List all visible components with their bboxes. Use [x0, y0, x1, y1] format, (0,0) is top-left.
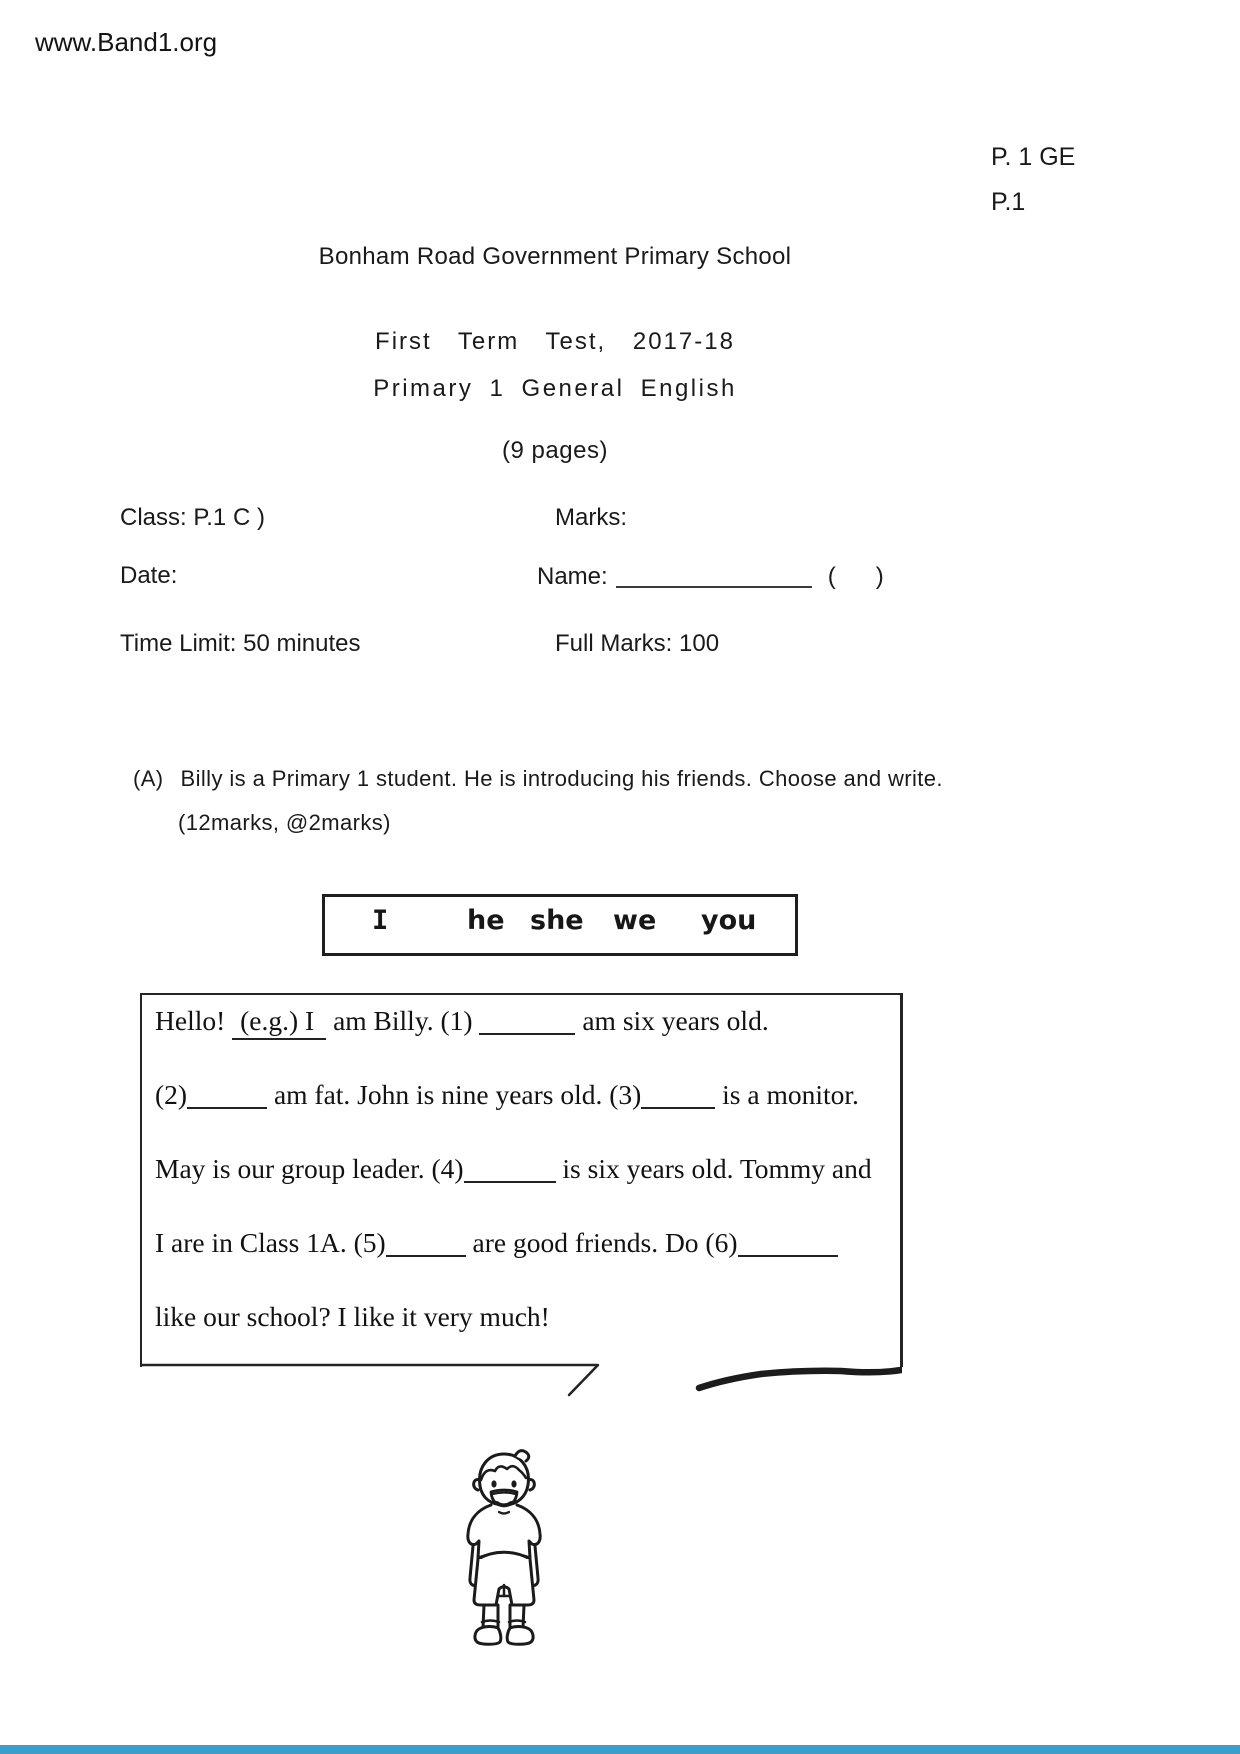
passage-text: am fat. John is nine years old. (3) — [267, 1079, 642, 1110]
passage-line-3 — [155, 1153, 895, 1185]
passage-text: is six years old. Tommy and — [555, 1153, 872, 1184]
answer-blank-1 — [479, 1013, 575, 1035]
answer-blank-4 — [464, 1161, 556, 1183]
section-a-marks-note: (12marks, @2marks) — [178, 810, 391, 835]
answer-blank-5 — [386, 1235, 466, 1257]
answer-blank-3 — [641, 1087, 715, 1109]
passage-box-bottom-edge — [140, 1362, 902, 1400]
name-label: Name: — [537, 563, 608, 590]
passage-line-5: like our school? I like it very much! — [155, 1301, 550, 1332]
class-field: Class: P.1 C ) — [120, 504, 265, 531]
section-a-instruction: Billy is a Primary 1 student. He is introducing his friends. Choose and write. — [180, 766, 943, 791]
section-a-heading — [133, 766, 1193, 792]
word-bank-item: you — [701, 905, 757, 936]
pages-note: (9 pages) — [502, 437, 608, 464]
time-limit-field: Time Limit: 50 minutes — [120, 630, 361, 657]
page-code-number: P.1 — [991, 188, 1026, 216]
passage-line-1 — [155, 1005, 895, 1040]
passage-text: is a monitor. — [715, 1079, 859, 1110]
date-field: Date: — [120, 562, 178, 589]
word-bank-item: I — [372, 905, 389, 936]
passage-text: Hello! — [155, 1005, 226, 1036]
subject-title: Primary 1 General English — [373, 375, 737, 402]
word-bank-box — [322, 894, 798, 956]
name-field — [537, 562, 884, 591]
site-url: www.Band1.org — [35, 27, 218, 57]
passage-line-2 — [155, 1079, 895, 1111]
school-name: Bonham Road Government Primary School — [318, 243, 792, 270]
billy-cartoon-illustration — [449, 1442, 559, 1649]
passage-text: am six years old. — [575, 1005, 769, 1036]
passage-text: I are in Class 1A. (5) — [155, 1227, 386, 1258]
word-bank-item: she — [530, 905, 584, 936]
name-blank-line — [616, 562, 812, 588]
word-bank-item: we — [613, 905, 657, 936]
section-a-number: (A) — [133, 766, 164, 791]
passage-text: am Billy. (1) — [326, 1005, 480, 1036]
passage-line-4 — [155, 1227, 895, 1259]
answer-blank-2 — [187, 1087, 267, 1109]
passage-text: are good friends. Do (6) — [465, 1227, 738, 1258]
example-answer: (e.g.) I — [232, 1005, 326, 1040]
class-number-paren-open: ( — [827, 563, 836, 590]
answer-blank-6 — [738, 1235, 838, 1257]
test-title: First Term Test, 2017-18 — [375, 328, 735, 355]
class-number-paren-close: ) — [875, 563, 884, 590]
passage-box — [140, 993, 903, 1367]
full-marks-field: Full Marks: 100 — [555, 630, 720, 657]
footer-color-bar — [0, 1745, 1240, 1754]
passage-text: (2) — [155, 1079, 188, 1110]
page-code-subject: P. 1 GE — [991, 143, 1076, 171]
passage-text: May is our group leader. (4) — [155, 1153, 464, 1184]
word-bank-item: he — [467, 905, 505, 936]
marks-field: Marks: — [555, 504, 627, 531]
